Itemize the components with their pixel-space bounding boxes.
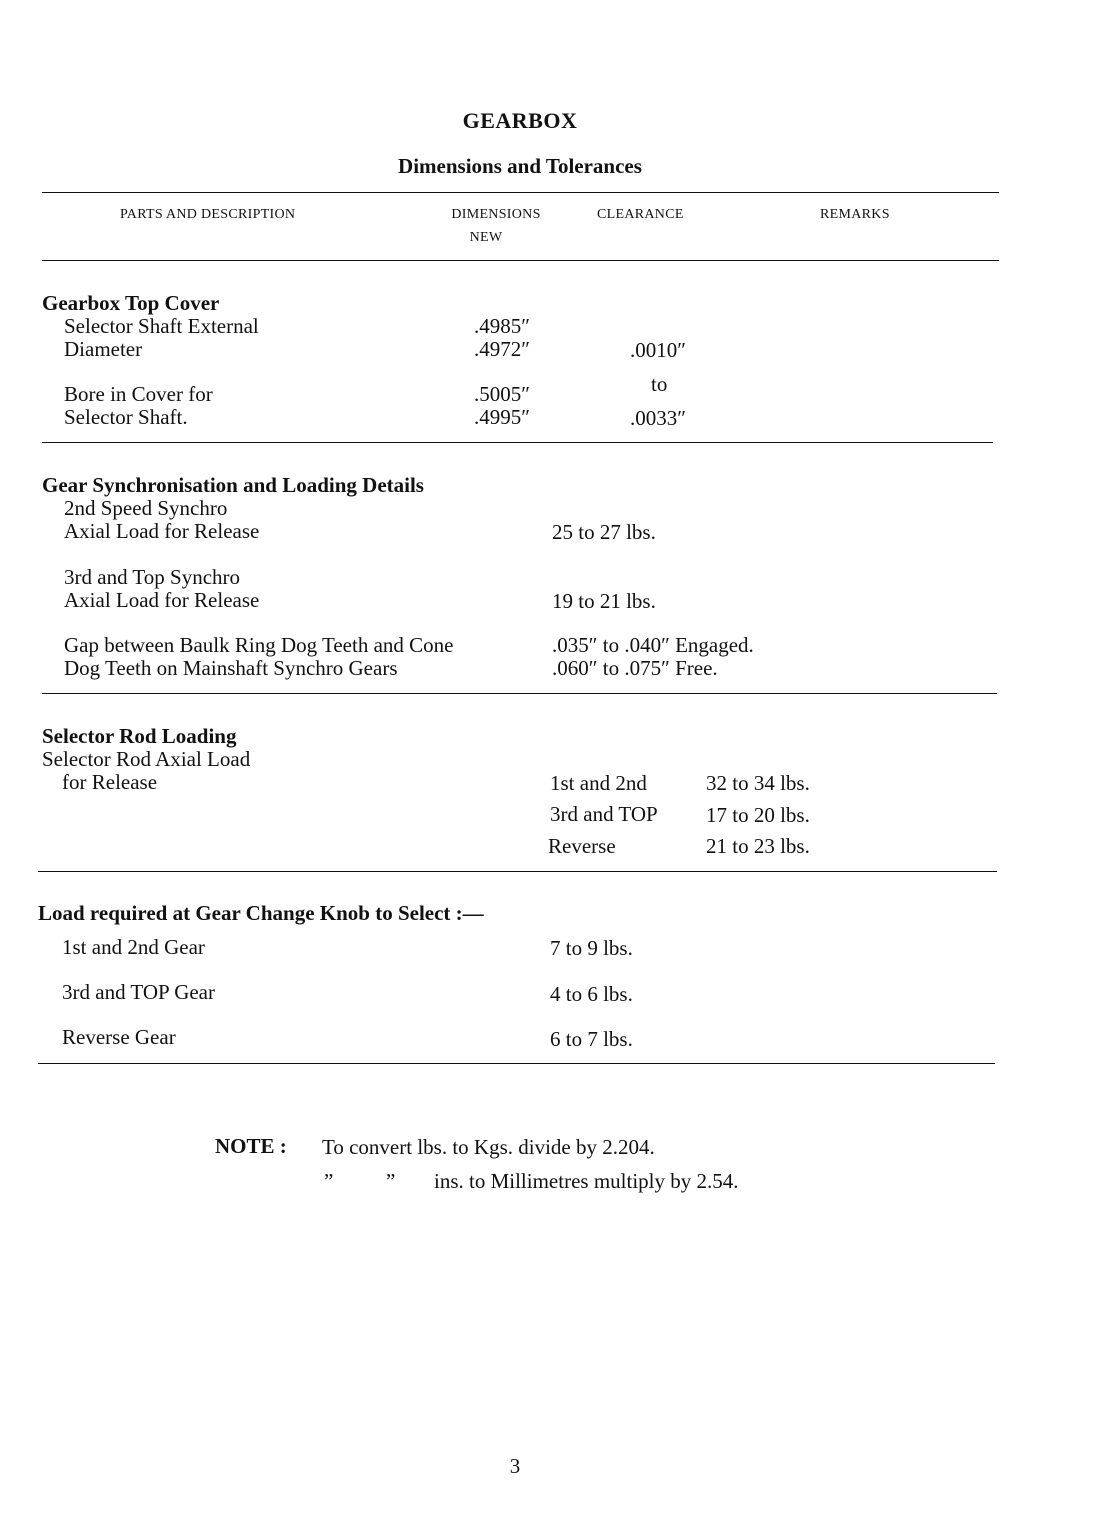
section-rule-2: [42, 693, 997, 694]
section-heading-synchro: Gear Synchronisation and Loading Details: [42, 473, 424, 497]
second-speed-label-2: Axial Load for Release: [64, 519, 260, 543]
shaft-dimension-min: .4972″: [474, 337, 530, 361]
bore-label: Bore in Cover for: [64, 382, 213, 406]
section-heading-knob: Load required at Gear Change Knob to Select :—: [38, 901, 484, 925]
column-header-clearance: CLEARANCE: [597, 207, 684, 222]
gap-value-engaged: .035″ to .040″ Engaged.: [552, 633, 754, 657]
section-rule-3: [38, 871, 997, 872]
note-ditto-2: ”: [386, 1169, 396, 1193]
column-header-dimensions: DIMENSIONS: [451, 207, 541, 222]
clearance-to: to: [651, 372, 668, 396]
section-heading-top-cover: Gearbox Top Cover: [42, 291, 220, 315]
note-ditto-1: ”: [324, 1169, 334, 1193]
selector-rod-gear: Reverse: [548, 834, 616, 858]
knob-load: 6 to 7 lbs.: [550, 1027, 633, 1051]
page-title: GEARBOX: [462, 108, 578, 133]
selector-rod-load: 17 to 20 lbs.: [706, 803, 810, 827]
knob-gear: 1st and 2nd Gear: [62, 935, 205, 959]
section-rule-1: [42, 442, 993, 443]
bore-dimension-max: .5005″: [474, 382, 530, 406]
section-heading-selector-rod: Selector Rod Loading: [42, 724, 237, 748]
page-subtitle: Dimensions and Tolerances: [398, 154, 642, 178]
shaft-dimension-max: .4985″: [474, 314, 530, 338]
knob-load: 7 to 9 lbs.: [550, 936, 633, 960]
selector-rod-gear: 3rd and TOP: [550, 802, 658, 826]
gap-value-free: .060″ to .075″ Free.: [552, 656, 718, 680]
gap-label-2: Dog Teeth on Mainshaft Synchro Gears: [64, 656, 398, 680]
note-label: NOTE :: [215, 1134, 287, 1158]
column-header-dimensions-new: NEW: [469, 230, 503, 245]
note-line-2: ins. to Millimetres multiply by 2.54.: [434, 1169, 739, 1193]
selector-rod-label-2: for Release: [62, 770, 158, 794]
page-number: 3: [509, 1454, 521, 1478]
clearance-max: .0033″: [630, 406, 686, 430]
selector-rod-gear: 1st and 2nd: [550, 771, 647, 795]
bore-dimension-min: .4995″: [474, 405, 530, 429]
second-speed-label: 2nd Speed Synchro: [64, 496, 228, 520]
column-header-remarks: REMARKS: [820, 207, 890, 222]
bore-label-2: Selector Shaft.: [64, 405, 188, 429]
selector-rod-label: Selector Rod Axial Load: [42, 747, 251, 771]
selector-rod-load: 21 to 23 lbs.: [706, 834, 810, 858]
knob-gear: 3rd and TOP Gear: [62, 980, 215, 1004]
gap-label: Gap between Baulk Ring Dog Teeth and Cone: [64, 633, 454, 657]
top-rule: [42, 192, 999, 193]
third-top-label-2: Axial Load for Release: [64, 588, 260, 612]
selector-rod-load: 32 to 34 lbs.: [706, 771, 810, 795]
column-header-parts: PARTS AND DESCRIPTION: [120, 207, 296, 222]
selector-shaft-label-2: Diameter: [64, 337, 143, 361]
header-rule: [42, 260, 999, 261]
third-top-value: 19 to 21 lbs.: [552, 589, 656, 613]
second-speed-value: 25 to 27 lbs.: [552, 520, 656, 544]
bottom-rule: [38, 1063, 995, 1064]
knob-load: 4 to 6 lbs.: [550, 982, 633, 1006]
note-line-1: To convert lbs. to Kgs. divide by 2.204.: [322, 1135, 655, 1159]
knob-gear: Reverse Gear: [62, 1025, 176, 1049]
selector-shaft-label: Selector Shaft External: [64, 314, 259, 338]
clearance-min: .0010″: [630, 338, 686, 362]
third-top-label: 3rd and Top Synchro: [64, 565, 241, 589]
